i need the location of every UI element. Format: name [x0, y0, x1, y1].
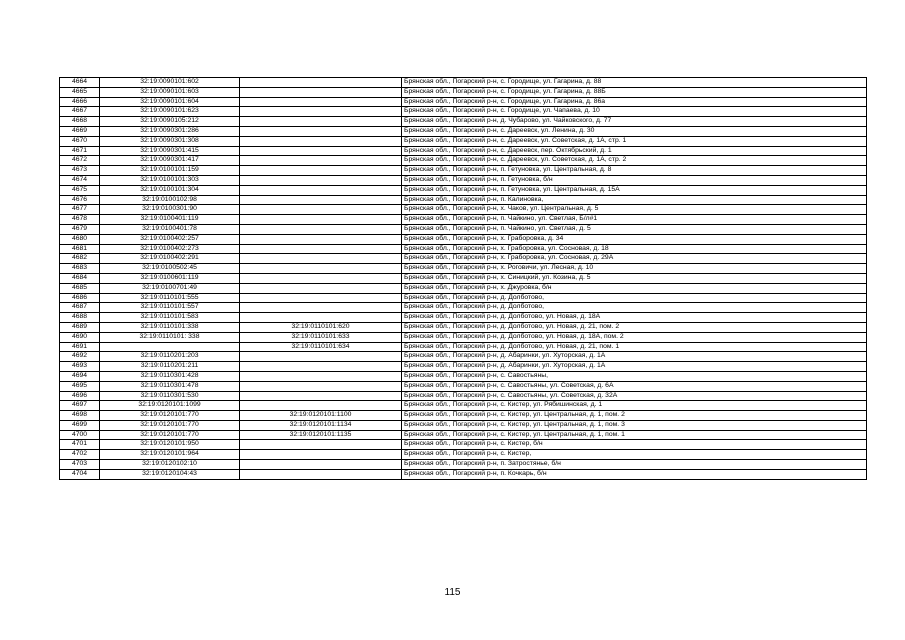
cadastral-number-cell: 32:19:0100402:273 — [100, 244, 240, 254]
row-number-cell: 4679 — [60, 224, 100, 234]
address-cell: Брянская обл., Погарский р-н, с. Городище, ул. Гагарина, д. 86а — [402, 97, 867, 107]
row-number-cell: 4691 — [60, 342, 100, 352]
table-row — [60, 391, 867, 401]
premises-cadastral-number-cell — [240, 78, 402, 88]
premises-cadastral-number-cell — [240, 205, 402, 215]
premises-cadastral-number-cell: 32:19:0120101:1134 — [240, 420, 402, 430]
table-row — [60, 146, 867, 156]
address-cell: Брянская обл., Погарский р-н, с. Дареевск, ул. Советская, д. 1А, стр. 2 — [402, 156, 867, 166]
table-row — [60, 420, 867, 430]
row-number-cell: 4702 — [60, 450, 100, 460]
row-number-cell: 4672 — [60, 156, 100, 166]
address-cell: Брянская обл., Погарский р-н, с. Кистер, ул. Центральная, д. 1, пом. 3 — [402, 420, 867, 430]
premises-cadastral-number-cell: 32:19:0120101:1135 — [240, 430, 402, 440]
table-row — [60, 175, 867, 185]
row-number-cell: 4674 — [60, 175, 100, 185]
row-number-cell: 4686 — [60, 293, 100, 303]
row-number-cell: 4687 — [60, 303, 100, 313]
table-row — [60, 136, 867, 146]
premises-cadastral-number-cell: 32:19:0110101:633 — [240, 332, 402, 342]
cadastral-number-cell: 32:19:0100101:303 — [100, 175, 240, 185]
table-row — [60, 342, 867, 352]
premises-cadastral-number-cell: 32:19:0120101:1100 — [240, 411, 402, 421]
address-cell: Брянская обл., Погарский р-н, п. Чайкино, ул. Светлая, д. 5 — [402, 224, 867, 234]
cadastral-number-cell: 32:19:0120101:950 — [100, 440, 240, 450]
address-cell: Брянская обл., Погарский р-н, х. Роговичи, ул. Лесная, д. 10 — [402, 264, 867, 274]
address-cell: Брянская обл., Погарский р-н, х. Граборовка, ул. Сосновая, д. 18 — [402, 244, 867, 254]
row-number-cell: 4703 — [60, 460, 100, 470]
premises-cadastral-number-cell — [240, 146, 402, 156]
address-cell: Брянская обл., Погарский р-н, д. Долботово, — [402, 303, 867, 313]
row-number-cell: 4673 — [60, 166, 100, 176]
property-table — [59, 77, 867, 480]
cadastral-number-cell: 32:19:0090301:415 — [100, 146, 240, 156]
table-row — [60, 469, 867, 479]
row-number-cell: 4668 — [60, 117, 100, 127]
premises-cadastral-number-cell — [240, 362, 402, 372]
cadastral-number-cell: 32:19:0110201:211 — [100, 362, 240, 372]
table-row — [60, 107, 867, 117]
table-row — [60, 117, 867, 127]
table-row — [60, 293, 867, 303]
premises-cadastral-number-cell — [240, 293, 402, 303]
table-row — [60, 215, 867, 225]
table-row — [60, 401, 867, 411]
premises-cadastral-number-cell — [240, 401, 402, 411]
premises-cadastral-number-cell — [240, 352, 402, 362]
cadastral-number-cell: 32:19:0090101:604 — [100, 97, 240, 107]
table-row — [60, 156, 867, 166]
cadastral-number-cell: 32:19:0100101:304 — [100, 185, 240, 195]
row-number-cell: 4677 — [60, 205, 100, 215]
cadastral-number-cell: 32:19:0100401:119 — [100, 215, 240, 225]
table-row — [60, 332, 867, 342]
table-row — [60, 440, 867, 450]
row-number-cell: 4675 — [60, 185, 100, 195]
row-number-cell: 4681 — [60, 244, 100, 254]
cadastral-number-cell: 32:19:0120101:770 — [100, 420, 240, 430]
property-table-body — [60, 78, 867, 480]
address-cell: Брянская обл., Погарский р-н, п. Затростянье, б/н — [402, 460, 867, 470]
address-cell: Брянская обл., Погарский р-н, с. Савостьяны, ул. Советская, д. 32А — [402, 391, 867, 401]
table-row — [60, 283, 867, 293]
address-cell: Брянская обл., Погарский р-н, с. Кистер, — [402, 450, 867, 460]
premises-cadastral-number-cell — [240, 175, 402, 185]
cadastral-number-cell: 32:19:0110301:530 — [100, 391, 240, 401]
row-number-cell: 4669 — [60, 126, 100, 136]
cadastral-number-cell: 32:19:0090105:212 — [100, 117, 240, 127]
table-row — [60, 381, 867, 391]
row-number-cell: 4666 — [60, 97, 100, 107]
table-row — [60, 97, 867, 107]
row-number-cell: 4685 — [60, 283, 100, 293]
cadastral-number-cell: 32:19:0110101:555 — [100, 293, 240, 303]
row-number-cell: 4682 — [60, 254, 100, 264]
row-number-cell: 4690 — [60, 332, 100, 342]
cadastral-number-cell: 32:19:0090101:602 — [100, 78, 240, 88]
address-cell: Брянская обл., Погарский р-н, д. Абаринки, ул. Хуторская, д. 1А — [402, 362, 867, 372]
premises-cadastral-number-cell — [240, 450, 402, 460]
address-cell: Брянская обл., Погарский р-н, х. Чаков, ул. Центральная, д. 5 — [402, 205, 867, 215]
address-cell: Брянская обл., Погарский р-н, х. Джуровка, б/н — [402, 283, 867, 293]
cadastral-number-cell: 32:19:0110101:583 — [100, 313, 240, 323]
row-number-cell: 4704 — [60, 469, 100, 479]
cadastral-number-cell: 32:19:0100401:78 — [100, 224, 240, 234]
premises-cadastral-number-cell — [240, 264, 402, 274]
cadastral-number-cell: 32:19:0120101:770 — [100, 430, 240, 440]
row-number-cell: 4701 — [60, 440, 100, 450]
address-cell: Брянская обл., Погарский р-н, д. Долботово, ул. Новая, д. 21, пом. 1 — [402, 342, 867, 352]
premises-cadastral-number-cell — [240, 283, 402, 293]
address-cell: Брянская обл., Погарский р-н, с. Городище, ул. Чапаева, д. 10 — [402, 107, 867, 117]
row-number-cell: 4680 — [60, 234, 100, 244]
cadastral-number-cell: 32:19:0090101:623 — [100, 107, 240, 117]
premises-cadastral-number-cell — [240, 254, 402, 264]
premises-cadastral-number-cell — [240, 215, 402, 225]
address-cell: Брянская обл., Погарский р-н, с. Кистер, ул. Центральная, д. 1, пом. 2 — [402, 411, 867, 421]
row-number-cell: 4664 — [60, 78, 100, 88]
page-number: 115 — [444, 587, 461, 598]
table-row — [60, 430, 867, 440]
cadastral-number-cell: 32:19:0120101:770 — [100, 411, 240, 421]
row-number-cell: 4670 — [60, 136, 100, 146]
premises-cadastral-number-cell — [240, 460, 402, 470]
premises-cadastral-number-cell — [240, 381, 402, 391]
premises-cadastral-number-cell — [240, 440, 402, 450]
table-row — [60, 205, 867, 215]
cadastral-number-cell: 32:19:0110201:203 — [100, 352, 240, 362]
premises-cadastral-number-cell: 32:19:0110101:620 — [240, 322, 402, 332]
address-cell: Брянская обл., Погарский р-н, д. Долботово, — [402, 293, 867, 303]
cadastral-number-cell: 32:19:0120104:43 — [100, 469, 240, 479]
premises-cadastral-number-cell — [240, 273, 402, 283]
row-number-cell: 4676 — [60, 195, 100, 205]
address-cell: Брянская обл., Погарский р-н, п. Кочкарь, б/н — [402, 469, 867, 479]
row-number-cell: 4671 — [60, 146, 100, 156]
premises-cadastral-number-cell — [240, 313, 402, 323]
table-row — [60, 322, 867, 332]
row-number-cell: 4692 — [60, 352, 100, 362]
address-cell: Брянская обл., Погарский р-н, д. Долботово, ул. Новая, д. 18А — [402, 313, 867, 323]
address-cell: Брянская обл., Погарский р-н, с. Кистер, б/н — [402, 440, 867, 450]
table-row — [60, 273, 867, 283]
cadastral-number-cell: 32:19:0100101:159 — [100, 166, 240, 176]
table-row — [60, 352, 867, 362]
premises-cadastral-number-cell — [240, 224, 402, 234]
premises-cadastral-number-cell — [240, 195, 402, 205]
table-row — [60, 371, 867, 381]
premises-cadastral-number-cell — [240, 303, 402, 313]
address-cell: Брянская обл., Погарский р-н, с. Дареевск, ул. Советская, д. 1А, стр. 1 — [402, 136, 867, 146]
address-cell: Брянская обл., Погарский р-н, с. Кистер, ул. Рябишинская, д. 1 — [402, 401, 867, 411]
table-row — [60, 234, 867, 244]
row-number-cell: 4688 — [60, 313, 100, 323]
premises-cadastral-number-cell — [240, 156, 402, 166]
row-number-cell: 4683 — [60, 264, 100, 274]
premises-cadastral-number-cell — [240, 244, 402, 254]
row-number-cell: 4693 — [60, 362, 100, 372]
table-row — [60, 460, 867, 470]
address-cell: Брянская обл., Погарский р-н, с. Савостьяны, ул. Советская, д. 6А — [402, 381, 867, 391]
address-cell: Брянская обл., Погарский р-н, с. Дареевск, ул. Ленина, д. 30 — [402, 126, 867, 136]
table-row — [60, 244, 867, 254]
premises-cadastral-number-cell — [240, 107, 402, 117]
address-cell: Брянская обл., Погарский р-н, с. Городище, ул. Гагарина, д. 88 — [402, 78, 867, 88]
premises-cadastral-number-cell — [240, 391, 402, 401]
row-number-cell: 4694 — [60, 371, 100, 381]
premises-cadastral-number-cell — [240, 185, 402, 195]
table-row — [60, 166, 867, 176]
address-cell: Брянская обл., Погарский р-н, п. Чайкино, ул. Светлая, Б/л#1 — [402, 215, 867, 225]
table-row — [60, 224, 867, 234]
table-row — [60, 362, 867, 372]
table-row — [60, 411, 867, 421]
premises-cadastral-number-cell: 32:19:0110101:634 — [240, 342, 402, 352]
premises-cadastral-number-cell — [240, 117, 402, 127]
row-number-cell: 4695 — [60, 381, 100, 391]
address-cell: Брянская обл., Погарский р-н, с. Кистер, ул. Центральная, д. 1, пом. 1 — [402, 430, 867, 440]
address-cell: Брянская обл., Погарский р-н, х. Граборовка, д. 34 — [402, 234, 867, 244]
table-row — [60, 450, 867, 460]
table-row — [60, 87, 867, 97]
cadastral-number-cell: 32:19:0110301:478 — [100, 381, 240, 391]
cadastral-number-cell: 32:19:0090301:286 — [100, 126, 240, 136]
address-cell: Брянская обл., Погарский р-н, х. Граборовка, ул. Сосновая, д. 29А — [402, 254, 867, 264]
cadastral-number-cell: 32:19:0120101:964 — [100, 450, 240, 460]
row-number-cell: 4667 — [60, 107, 100, 117]
premises-cadastral-number-cell — [240, 126, 402, 136]
row-number-cell: 4696 — [60, 391, 100, 401]
cadastral-number-cell: 32:19:0100301:90 — [100, 205, 240, 215]
address-cell: Брянская обл., Погарский р-н, с. Савостьяны, — [402, 371, 867, 381]
cadastral-number-cell: 32:19:0100701:49 — [100, 283, 240, 293]
premises-cadastral-number-cell — [240, 371, 402, 381]
address-cell: Брянская обл., Погарский р-н, д. Долботово, ул. Новая, д. 18А, пом. 2 — [402, 332, 867, 342]
row-number-cell: 4665 — [60, 87, 100, 97]
cadastral-number-cell: 32:19:0100601:119 — [100, 273, 240, 283]
table-row — [60, 303, 867, 313]
cadastral-number-cell: 32:19:0100402:291 — [100, 254, 240, 264]
cadastral-number-cell: 32:19:0120102:10 — [100, 460, 240, 470]
address-cell: Брянская обл., Погарский р-н, д. Абаринки, ул. Хуторская, д. 1А — [402, 352, 867, 362]
address-cell: Брянская обл., Погарский р-н, с. Дареевск, пер. Октябрьский, д. 1 — [402, 146, 867, 156]
premises-cadastral-number-cell — [240, 469, 402, 479]
address-cell: Брянская обл., Погарский р-н, с. Городище, ул. Гагарина, д. 88Б — [402, 87, 867, 97]
cadastral-number-cell: 32:19:0100402:257 — [100, 234, 240, 244]
table-row — [60, 185, 867, 195]
cadastral-number-cell: 32:19:0110301:428 — [100, 371, 240, 381]
cadastral-number-cell: 32:19:0090301:417 — [100, 156, 240, 166]
table-row — [60, 195, 867, 205]
cadastral-number-cell — [100, 342, 240, 352]
address-cell: Брянская обл., Погарский р-н, х. Синицкий, ул. Козина, д. 5 — [402, 273, 867, 283]
premises-cadastral-number-cell — [240, 234, 402, 244]
address-cell: Брянская обл., Погарский р-н, п. Калиновка, — [402, 195, 867, 205]
table-row — [60, 126, 867, 136]
address-cell: Брянская обл., Погарский р-н, п. Гетуновка, б/н — [402, 175, 867, 185]
row-number-cell: 4700 — [60, 430, 100, 440]
row-number-cell: 4699 — [60, 420, 100, 430]
address-cell: Брянская обл., Погарский р-н, п. Гетуновка, ул. Центральная, д. 15А — [402, 185, 867, 195]
address-cell: Брянская обл., Погарский р-н, д. Долботово, ул. Новая, д. 21, пом. 2 — [402, 322, 867, 332]
premises-cadastral-number-cell — [240, 136, 402, 146]
cadastral-number-cell: 32:19:0100102:98 — [100, 195, 240, 205]
row-number-cell: 4678 — [60, 215, 100, 225]
address-cell: Брянская обл., Погарский р-н, д. Чубарово, ул. Чайковского, д. 77 — [402, 117, 867, 127]
premises-cadastral-number-cell — [240, 87, 402, 97]
row-number-cell: 4689 — [60, 322, 100, 332]
row-number-cell: 4697 — [60, 401, 100, 411]
table-row — [60, 264, 867, 274]
cadastral-number-cell: 32:19:0100502:45 — [100, 264, 240, 274]
table-row — [60, 254, 867, 264]
table-row — [60, 313, 867, 323]
premises-cadastral-number-cell — [240, 166, 402, 176]
table-row — [60, 78, 867, 88]
premises-cadastral-number-cell — [240, 97, 402, 107]
address-cell: Брянская обл., Погарский р-н, п. Гетуновка, ул. Центральная, д. 8 — [402, 166, 867, 176]
cadastral-number-cell: 32:19:0110101:338 — [100, 322, 240, 332]
cadastral-number-cell: 32:19:0090301:308 — [100, 136, 240, 146]
cadastral-number-cell: 32:19:0090101:603 — [100, 87, 240, 97]
row-number-cell: 4684 — [60, 273, 100, 283]
cadastral-number-cell: 32:19:0110101:557 — [100, 303, 240, 313]
cadastral-number-cell: 32:19:0120101:1099 — [100, 401, 240, 411]
row-number-cell: 4698 — [60, 411, 100, 421]
cadastral-number-cell: 32:19:0110101: 338 — [100, 332, 240, 342]
